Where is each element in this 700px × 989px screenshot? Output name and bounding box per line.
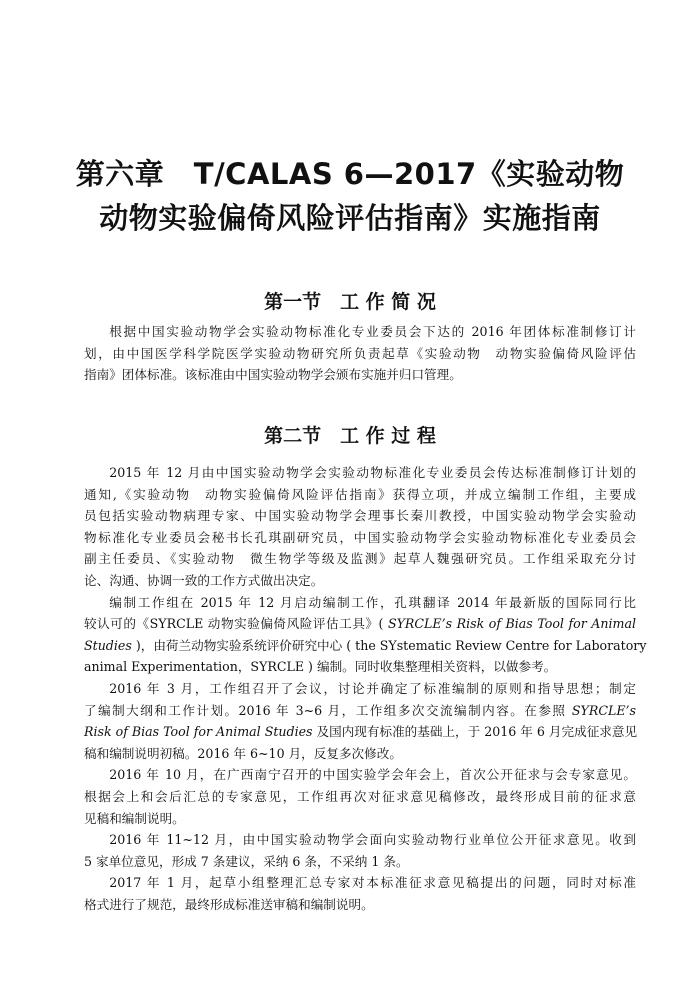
- text-line: 2017 年 1 月，起草小组整理汇总专家对本标准征求意见稿提出的问题，同时对标准: [109, 875, 636, 891]
- paragraph: [84, 462, 636, 592]
- text-line: 编制工作组在 2015 年 12 月启动编制工作，孔琪翻译 2014 年最新版的国际同行比: [109, 594, 636, 610]
- chapter-title-line-2: 动物实验偏倚风险评估指南》实施指南: [99, 201, 601, 235]
- text-line: 通知,《实验动物 动物实验偏倚风险评估指南》获得立项，并成立编制工作组，主要成: [84, 486, 636, 502]
- paragraph: [84, 592, 647, 678]
- text-line: 见稿和编制说明。: [84, 810, 185, 826]
- text-line: 格式进行了规范，最终形成标准送审稿和编制说明。: [84, 896, 374, 912]
- text-line: 论、沟通、协调一致的工作方式做出决定。: [84, 572, 324, 588]
- text-line: animal Experimentation，SYRCLE ) 编制。同时收集整理相关资料，以做参考。: [84, 659, 557, 675]
- text-line: 5 家单位意见，形成 7 条建议，采纳 6 条，不采纳 1 条。: [84, 853, 409, 869]
- text-line: 较认可的《SYRCLE 动物实验偏倚风险评估工具》( SYRCLE’s Risk of Bias Tool for Animal: [84, 616, 636, 632]
- text-line: 2016 年 10 月，在广西南宁召开的中国实验学会年会上，首次公开征求与会专家意见。: [109, 767, 636, 783]
- text-line: 根据会上和会后汇总的专家意见，工作组再次对征求意见稿修改，最终形成目前的征求意: [84, 788, 636, 804]
- paragraph: [84, 321, 636, 386]
- section-heading-1: 第一节 工 作 简 况: [264, 291, 436, 313]
- text-line: Studies )，由荷兰动物实验系统评价研究中心 ( the SYstematic Review Centre for Laboratory: [84, 637, 647, 653]
- text-line: Risk of Bias Tool for Animal Studies 及国内现有标准的基础上，于 2016 年 6 月完成征求意见: [84, 724, 638, 740]
- paragraph: [84, 678, 636, 764]
- section-heading-2: 第二节 工 作 过 程: [264, 425, 436, 447]
- text-line: 了编制大纲和工作计划。2016 年 3~6 月，工作组多次交流编制内容。在参照 SYRCLE’s: [84, 702, 636, 718]
- text-line: 划，由中国医学科学院医学实验动物研究所负责起草《实验动物 动物实验偏倚风险评估: [84, 345, 636, 361]
- section-2-body: [84, 462, 647, 915]
- chapter-title-line-1: 第六章 T/CALAS 6—2017《实验动物: [75, 157, 625, 191]
- text-line: 2015 年 12 月由中国实验动物学会实验动物标准化专业委员会传达标准制修订计划的: [109, 465, 636, 480]
- text-line: 根据中国实验动物学会实验动物标准化专业委员会下达的 2016 年团体标准制修订计: [109, 324, 636, 339]
- paragraph: [84, 872, 636, 915]
- text-line: 副主任委员、《实验动物 微生物学等级及监测》起草人魏强研究员。工作组采取充分讨: [84, 551, 636, 567]
- section-1-body: [84, 321, 636, 386]
- paragraph: [84, 764, 636, 829]
- text-line: 员包括实验动物病理专家、中国实验动物学会理事长秦川教授，中国实验动物学会实验动: [84, 508, 636, 524]
- text-line: 稿和编制说明初稿。2016 年 6~10 月，反复多次修改。: [84, 745, 402, 761]
- chapter-title: [0, 152, 700, 240]
- text-line: 物标准化专业委员会秘书长孔琪副研究员，中国实验动物学会实验动物标准化专业委员会: [84, 529, 636, 545]
- paragraph: [84, 829, 636, 872]
- text-line: 2016 年 3 月，工作组召开了会议，讨论并确定了标准编制的原则和指导思想；制定: [109, 680, 636, 696]
- text-line: 2016 年 11~12 月，由中国实验动物学会面向实验动物行业单位公开征求意见。收到: [109, 832, 636, 848]
- text-line: 指南》团体标准。该标准由中国实验动物学会颁布实施并归口管理。: [84, 367, 462, 383]
